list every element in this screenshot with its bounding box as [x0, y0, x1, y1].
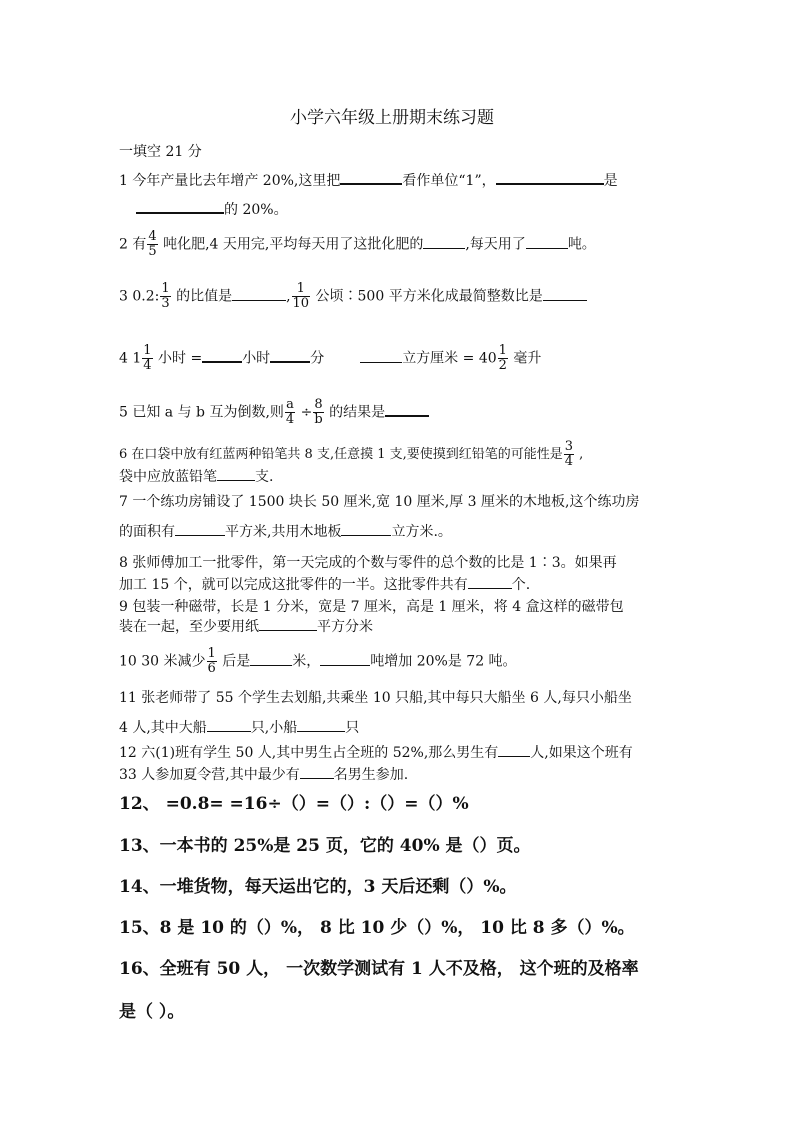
fraction: $\frac{1}{4}$	[143, 343, 152, 373]
fraction: $\frac{4}{5}$	[148, 229, 157, 259]
fraction: $\frac{1}{6}$	[207, 646, 216, 676]
question-7-line-2: 的面积有 平方米,共用木地板 立方米.。	[119, 524, 452, 540]
question-12a-line-1: 12 六(1)班有学生 50 人,其中男生占全班的 52%,那么男生有 人,如果这个班有	[119, 745, 633, 761]
section-heading: 一填空 21 分	[119, 144, 202, 160]
answer-blank[interactable]	[468, 575, 512, 589]
answer-blank[interactable]	[543, 287, 587, 301]
question-6-line-1: 6 在口袋中放有红蓝两种铅笔共 8 支,任意摸 1 支,要使摸到红铅笔的可能性是 $\frac{3}{4}$ ,	[119, 439, 584, 469]
answer-blank[interactable]	[320, 652, 370, 666]
answer-blank[interactable]	[360, 349, 402, 363]
question-9-line-2: 装在一起，至少要用纸 平方分米	[119, 619, 373, 635]
answer-blank[interactable]	[297, 718, 345, 732]
question-3: 3 0.2: $\frac{1}{3}$ 的比值是 , $\frac{1}{10}$ 公顷∶500 平方米化成最简整数比是	[119, 282, 587, 311]
question-2: 2 有 $\frac{4}{5}$ 吨化肥,4 天用完,平均每天用了这批化肥的 ,每天用了 吨。	[119, 229, 596, 259]
page-title: 小学六年级上册期末练习题	[290, 108, 494, 128]
answer-blank[interactable]	[300, 765, 334, 779]
answer-blank[interactable]	[232, 287, 286, 301]
fraction: $\frac{a}{4}$	[285, 397, 295, 427]
question-9-line-1: 9 包装一种磁带，长是 1 分米，宽是 7 厘米，高是 1 厘米，将 4 盒这样的磁带包	[119, 599, 624, 615]
answer-blank[interactable]	[423, 235, 465, 249]
question-8-line-1: 8 张师傅加工一批零件，第一天完成的个数与零件的总个数的比是 1∶3。如果再	[119, 555, 617, 571]
answer-blank[interactable]	[498, 743, 530, 757]
question-11-line-1: 11 张老师带了 55 个学生去划船,共乘坐 10 只船,其中每只大船坐 6 人,每只小船坐	[119, 690, 632, 706]
question-1-line-2: 的 20%。	[136, 199, 288, 220]
question-7-line-1: 7 一个练功房铺设了 1500 块长 50 厘米,宽 10 厘米,厚 3 厘米的木地板,这个练功房	[119, 494, 640, 510]
fraction: $\frac{8}{b}$	[314, 397, 323, 427]
question-1-line-1: 1 今年产量比去年增产 20%,这里把 看作单位“1”， 是	[119, 170, 618, 191]
question-8-line-2: 加工 15 个，就可以完成这批零件的一半。这批零件共有 个.	[119, 577, 531, 593]
answer-blank[interactable]	[340, 170, 402, 185]
answer-blank[interactable]	[259, 617, 317, 631]
answer-blank[interactable]	[207, 718, 251, 732]
question-4: 4 1 $\frac{1}{4}$ 小时 = 小时 分 立方厘米 = 40 $\frac{1}{2}$ 毫升	[119, 343, 542, 373]
question-14: 14、一堆货物，每天运出它的，3 天后还剩（）%。	[119, 877, 517, 897]
question-16-line-2: 是（ ）。	[119, 1002, 185, 1022]
question-16-line-1: 16、全班有 50 人， 一次数学测试有 1 人不及格， 这个班的及格率	[119, 959, 639, 979]
answer-blank[interactable]	[250, 652, 292, 666]
answer-blank[interactable]	[526, 235, 568, 249]
answer-blank[interactable]	[202, 348, 242, 363]
answer-blank[interactable]	[341, 522, 391, 536]
answer-blank[interactable]	[385, 402, 429, 417]
fraction: $\frac{3}{4}$	[564, 439, 574, 469]
question-12a-line-2: 33 人参加夏令营,其中最少有 名男生参加.	[119, 767, 409, 783]
answer-blank[interactable]	[496, 170, 604, 185]
question-10: 10 30 米减少 $\frac{1}{6}$ 后是 米， 吨增加 20%是 72 吨。	[119, 646, 517, 676]
fraction: $\frac{1}{2}$	[498, 343, 507, 373]
answer-blank[interactable]	[136, 199, 224, 214]
answer-blank[interactable]	[175, 522, 225, 536]
question-13: 13、一本书的 25%是 25 页，它的 40% 是（）页。	[119, 836, 531, 856]
question-5: 5 已知 a 与 b 互为倒数,则 $\frac{a}{4}$ ÷ $\frac{8}{b}$ 的结果是	[119, 398, 429, 427]
question-12b: 12、 =0.8= =16÷（）=（）:（）=（）%	[119, 794, 469, 814]
answer-blank[interactable]	[217, 467, 255, 481]
fraction: $\frac{1}{10}$	[292, 281, 310, 311]
fraction: $\frac{1}{3}$	[161, 281, 170, 311]
question-11-line-2: 4 人,其中大船 只,小船 只	[119, 720, 360, 736]
answer-blank[interactable]	[270, 348, 310, 363]
question-6-line-2: 袋中应放蓝铅笔 支.	[119, 469, 274, 485]
question-15: 15、8 是 10 的（）%， 8 比 10 少（）%， 10 比 8 多（）%。	[119, 918, 635, 938]
